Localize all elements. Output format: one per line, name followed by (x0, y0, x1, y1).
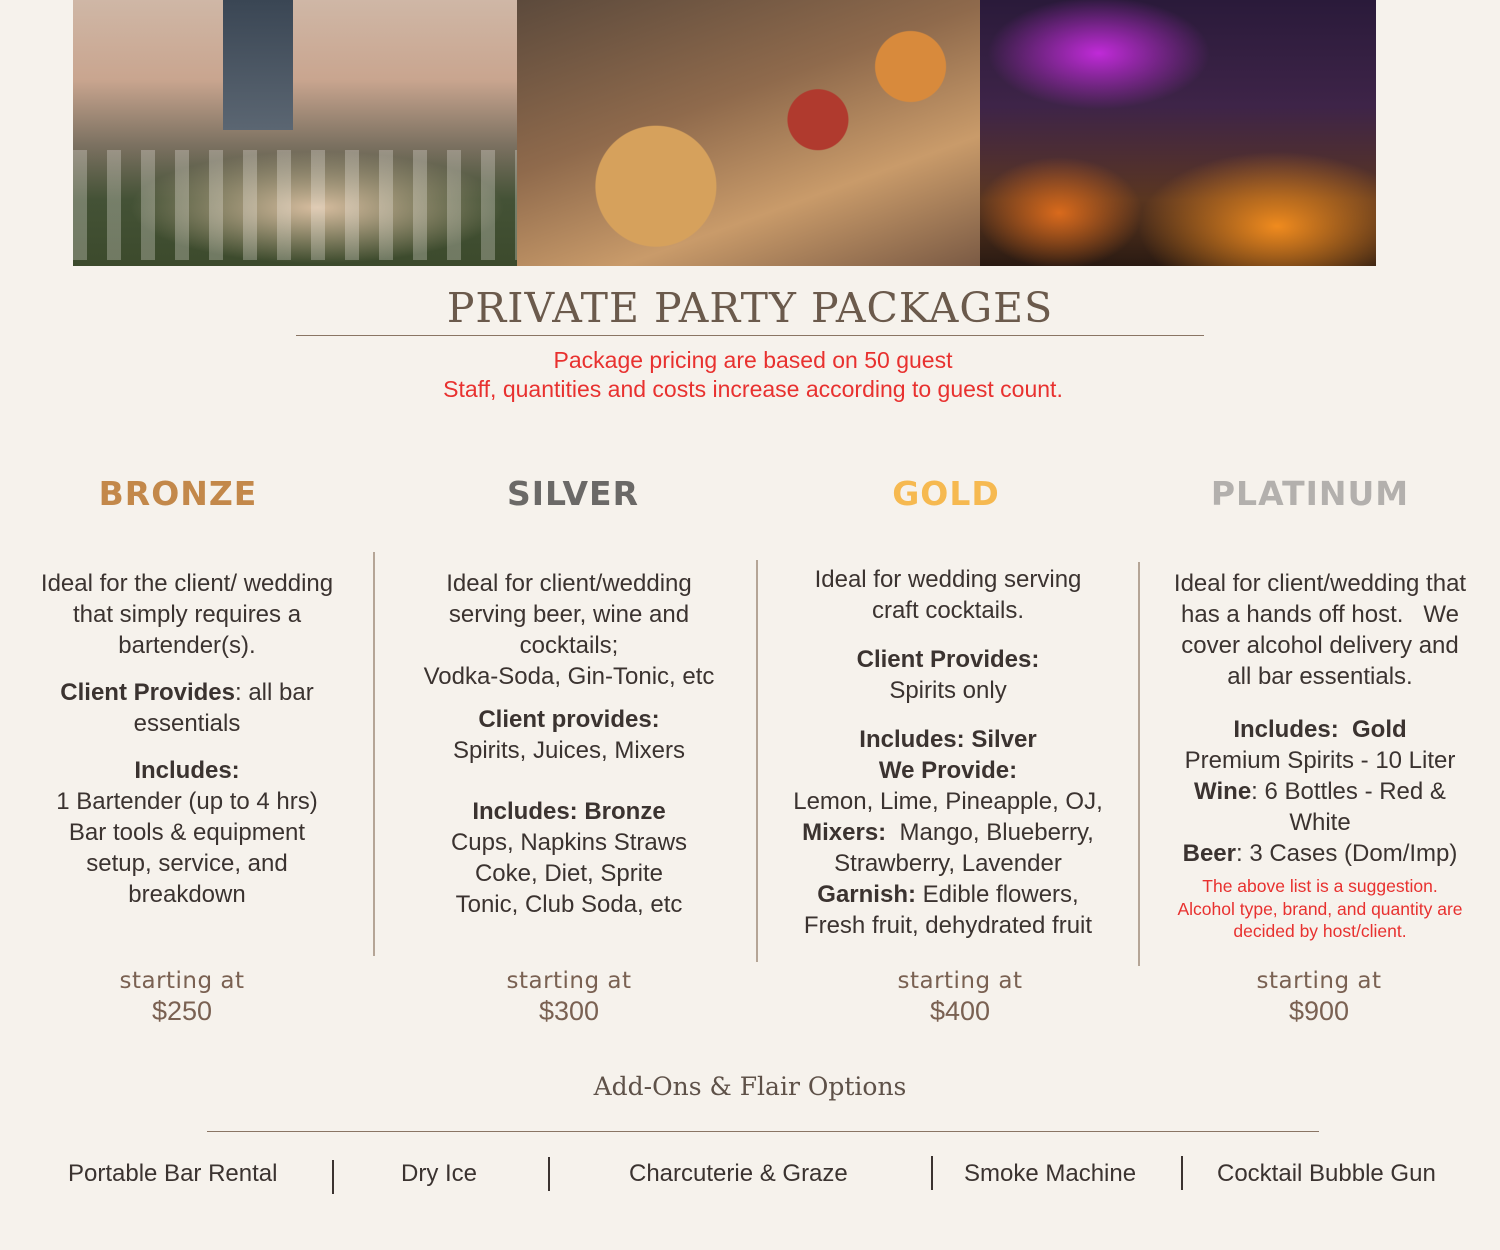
gold-price: $400 (929, 996, 991, 1026)
bronze-include-item: breakdown (128, 881, 246, 908)
gold-description-line: Ideal for wedding serving (814, 566, 1082, 593)
platinum-price-block (1215, 968, 1423, 1027)
gold-garnish-value: Edible flowers, (915, 881, 1079, 908)
bronze-include-item: setup, service, and (86, 850, 288, 877)
addon-separator (548, 1157, 550, 1191)
gold-garnish-label: Garnish: (817, 881, 916, 908)
addon-separator (931, 1156, 933, 1190)
platinum-description-line: Ideal for client/wedding that (1173, 570, 1467, 597)
bronze-starting-label: starting at (119, 968, 245, 994)
bronze-details (24, 568, 350, 910)
gold-mixers-label: Mixers: (802, 819, 887, 846)
bronze-includes-label: Includes: (134, 757, 240, 784)
silver-include-item: Tonic, Club Soda, etc (455, 891, 683, 918)
silver-include-item: Cups, Napkins Straws (450, 829, 688, 856)
silver-description-line: Ideal for client/wedding (446, 570, 692, 597)
bronze-description: Ideal for the client/ wedding that simply requires a bartender(s). (40, 570, 334, 659)
addon-dry-ice: Dry Ice (401, 1160, 478, 1187)
platinum-note-line: The above list is a suggestion. (1202, 876, 1438, 896)
bronze-include-item: Bar tools & equipment (68, 819, 306, 846)
tier-platinum-heading: PLATINUM (1210, 474, 1410, 513)
platinum-description-line: cover alcohol delivery and (1181, 632, 1459, 659)
silver-description-line: serving beer, wine and (448, 601, 690, 628)
silver-description-line: cocktails; (519, 632, 619, 659)
gold-description-line: craft cocktails. (871, 597, 1025, 624)
photo-toasting-glasses (517, 0, 980, 266)
platinum-description-line: has a hands off host. We (1181, 601, 1459, 628)
platinum-note-line: decided by host/client. (1233, 921, 1407, 941)
platinum-beer-value: : 3 Cases (Dom/Imp) (1235, 840, 1458, 867)
gold-client-value: Spirits only (889, 677, 1007, 704)
platinum-wine (1150, 776, 1490, 807)
addon-charcuterie-graze: Charcuterie & Graze (629, 1160, 848, 1187)
gold-starting-label: starting at (897, 968, 1023, 994)
silver-description-line: Vodka-Soda, Gin-Tonic, etc (423, 663, 715, 690)
bronze-include-item: 1 Bartender (up to 4 hrs) (56, 788, 318, 815)
addon-separator (1181, 1156, 1183, 1190)
page-title: PRIVATE PARTY PACKAGES (446, 284, 1054, 332)
addons-divider (207, 1131, 1319, 1132)
addon-portable-bar-rental: Portable Bar Rental (68, 1160, 278, 1187)
gold-garnish (772, 879, 1124, 910)
tier-silver-heading: SILVER (506, 474, 640, 513)
platinum-description-line: all bar essentials. (1227, 663, 1413, 690)
platinum-note-line: Alcohol type, brand, and quantity are (1177, 898, 1463, 919)
bronze-client-provides (24, 677, 350, 739)
platinum-details (1150, 568, 1490, 943)
column-divider (1138, 562, 1140, 966)
silver-price-block (465, 968, 673, 1027)
column-divider (756, 560, 758, 962)
bronze-client-value: : all bar essentials (133, 679, 314, 737)
platinum-wine-value: : 6 Bottles - Red & (1251, 778, 1446, 805)
platinum-price: $900 (1288, 996, 1350, 1026)
silver-client-label: Client provides: (478, 706, 660, 733)
pricing-notice (300, 346, 1206, 404)
pricing-notice-line1: Package pricing are based on 50 guest (553, 347, 953, 373)
addon-separator (332, 1160, 334, 1194)
silver-price: $300 (538, 996, 600, 1026)
silver-include-item: Coke, Diet, Sprite (474, 860, 664, 887)
tier-bronze-heading: BRONZE (98, 474, 258, 513)
photo-rooftop-event (73, 0, 517, 266)
gold-provide-value: Lemon, Lime, Pineapple, OJ, (793, 788, 1103, 815)
platinum-starting-label: starting at (1256, 968, 1382, 994)
gold-mixers (772, 817, 1124, 848)
tier-gold-heading: GOLD (892, 474, 1000, 513)
gold-price-block (856, 968, 1064, 1027)
pricing-notice-line2: Staff, quantities and costs increase according to guest count. (443, 376, 1063, 402)
silver-includes-label: Includes: Bronze (472, 798, 666, 825)
gold-details (772, 564, 1124, 941)
bronze-price: $250 (151, 996, 213, 1026)
gold-provide-label: We Provide: (878, 757, 1018, 784)
title-divider (296, 335, 1204, 336)
gold-garnish-value2: Fresh fruit, dehydrated fruit (803, 912, 1093, 939)
silver-starting-label: starting at (506, 968, 632, 994)
platinum-beer (1150, 838, 1490, 869)
gold-includes-label: Includes: Silver (859, 726, 1037, 753)
header-photo-strip (73, 0, 1376, 266)
bronze-client-label: Client Provides (60, 679, 235, 706)
platinum-spirits: Premium Spirits - 10 Liter (1184, 747, 1456, 774)
addon-cocktail-bubble-gun: Cocktail Bubble Gun (1217, 1160, 1436, 1187)
platinum-beer-label: Beer (1182, 840, 1236, 867)
photo-night-party (980, 0, 1376, 266)
platinum-wine-value2: White (1289, 809, 1351, 836)
gold-mixers-value: Mango, Blueberry, (886, 819, 1094, 846)
gold-mixers-value2: Strawberry, Lavender (834, 850, 1062, 877)
silver-client-value: Spirits, Juices, Mixers (452, 737, 686, 764)
addons-title: Add-Ons & Flair Options (593, 1072, 907, 1101)
gold-client-label: Client Provides: (856, 646, 1040, 673)
column-divider (373, 552, 375, 956)
silver-details (402, 568, 736, 920)
platinum-includes-label: Includes: Gold (1233, 716, 1407, 743)
bronze-price-block (78, 968, 286, 1027)
addon-smoke-machine: Smoke Machine (964, 1160, 1137, 1187)
platinum-wine-label: Wine (1194, 778, 1252, 805)
